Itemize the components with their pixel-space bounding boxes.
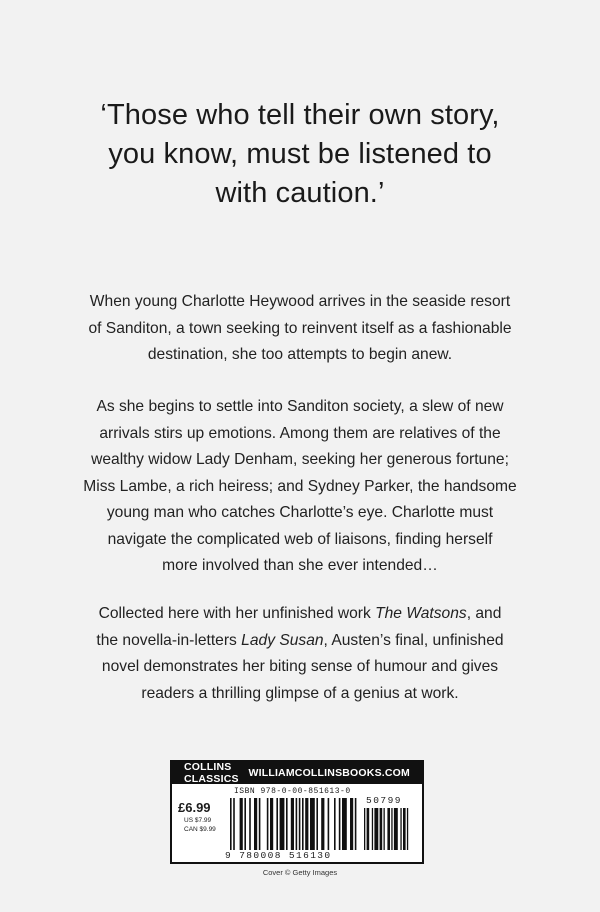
blurb-line: As she begins to settle into Sanditon society, a slew of new bbox=[96, 398, 504, 415]
barcode-bar bbox=[280, 798, 285, 850]
barcode-bar bbox=[286, 798, 288, 850]
barcode-bar bbox=[374, 808, 378, 850]
barcode-bar bbox=[400, 808, 401, 850]
barcode-bar bbox=[391, 808, 392, 850]
blurb-line bbox=[60, 628, 540, 655]
blurb-line: wealthy widow Lady Denham, seeking her generous fortune; bbox=[91, 451, 509, 468]
barcode-bar bbox=[407, 808, 408, 850]
blurb-line: Miss Lambe, a rich heiress; and Sydney Parker, the handsome bbox=[83, 477, 517, 495]
barcode-bar bbox=[355, 798, 357, 850]
blurb-line: young man who catches Charlotte’s eye. Charlotte must bbox=[106, 504, 494, 521]
publisher-label: COLLINS CLASSICS bbox=[184, 761, 239, 785]
barcode-bar bbox=[230, 798, 232, 850]
blurb-line bbox=[60, 601, 540, 628]
barcode-bar bbox=[259, 798, 261, 850]
barcode-bar bbox=[249, 798, 251, 850]
barcode-bar bbox=[316, 798, 318, 850]
barcode-bar bbox=[305, 798, 308, 850]
barcode-bar bbox=[328, 798, 330, 850]
text: , and bbox=[466, 605, 502, 622]
blurb-line: When young Charlotte Heywood arrives in the seaside resort bbox=[89, 293, 511, 310]
barcode-bar bbox=[299, 798, 301, 850]
barcode-bar bbox=[339, 798, 341, 850]
barcode-bar bbox=[302, 798, 304, 850]
barcode-bar bbox=[350, 798, 353, 850]
barcode-bar bbox=[394, 808, 398, 850]
ean-digits: 9 780008 516130 bbox=[225, 850, 332, 861]
quote-line: with caution.’ bbox=[215, 177, 385, 209]
quote-line: you know, must be listened to bbox=[108, 138, 492, 170]
barcode-bar bbox=[364, 808, 365, 850]
barcode-header bbox=[172, 762, 422, 784]
blurb-line: arrivals stirs up emotions. Among them are relatives of the bbox=[99, 424, 501, 442]
barcode-bar bbox=[372, 808, 373, 850]
barcode-bar bbox=[334, 798, 336, 850]
barcode-bar bbox=[380, 808, 383, 850]
title-lady-susan: Lady Susan bbox=[241, 631, 324, 649]
text: , Austen’s final, unfinished bbox=[323, 631, 504, 649]
quote-line: ‘Those who tell their own story, bbox=[100, 99, 500, 131]
barcode-bar bbox=[387, 808, 390, 850]
barcode-bar bbox=[403, 808, 406, 850]
barcode-body bbox=[172, 784, 422, 864]
blurb-line: destination, she too attempts to begin anew. bbox=[147, 346, 453, 363]
blurb-line: navigate the complicated web of liaisons, finding herself bbox=[107, 530, 493, 548]
barcode-bar bbox=[254, 798, 257, 850]
blurb-line: novel demonstrates her biting sense of humour and gives bbox=[101, 658, 499, 675]
barcode-box bbox=[170, 760, 424, 864]
price-can: CAN $9.99 bbox=[184, 826, 216, 833]
barcode-bar bbox=[233, 798, 235, 850]
blurb-line: more involved than she ever intended… bbox=[162, 557, 438, 574]
barcode-bar bbox=[244, 798, 246, 850]
blurb-paragraph-1 bbox=[60, 289, 540, 369]
text: the novella-in-letters bbox=[96, 631, 242, 649]
barcode-bar bbox=[240, 798, 243, 850]
addon-digits: 50799 bbox=[366, 795, 403, 806]
ean-barcode bbox=[230, 798, 358, 850]
isbn-number: ISBN 978-0-00-851613-0 bbox=[234, 787, 351, 796]
price-block bbox=[178, 800, 218, 834]
barcode-bar bbox=[270, 798, 273, 850]
barcode-bar bbox=[267, 798, 269, 850]
blurb-line: of Sanditon, a town seeking to reinvent itself as a fashionable bbox=[88, 319, 512, 337]
blurb-paragraph-3 bbox=[60, 601, 540, 707]
price-us: US $7.99 bbox=[184, 817, 212, 824]
addon-barcode bbox=[364, 808, 412, 850]
title-the-watsons: The Watsons bbox=[375, 605, 467, 622]
barcode-bar bbox=[367, 808, 370, 850]
blurb-paragraph-2 bbox=[60, 394, 540, 580]
barcode-bar bbox=[342, 798, 347, 850]
barcode-bar bbox=[310, 798, 315, 850]
barcode-bar bbox=[276, 798, 278, 850]
website-label: WILLIAMCOLLINSBOOKS.COM bbox=[248, 767, 410, 779]
barcode-bar bbox=[291, 798, 294, 850]
barcode-bar bbox=[321, 798, 324, 850]
barcode-bar bbox=[296, 798, 298, 850]
barcode-bar bbox=[384, 808, 385, 850]
cover-credit: Cover © Getty Images bbox=[262, 868, 338, 877]
price-uk: £6.99 bbox=[178, 800, 211, 815]
text: Collected here with her unfinished work bbox=[98, 605, 376, 622]
back-cover-quote bbox=[0, 96, 600, 213]
blurb-line: readers a thrilling glimpse of a genius at work. bbox=[141, 684, 459, 702]
